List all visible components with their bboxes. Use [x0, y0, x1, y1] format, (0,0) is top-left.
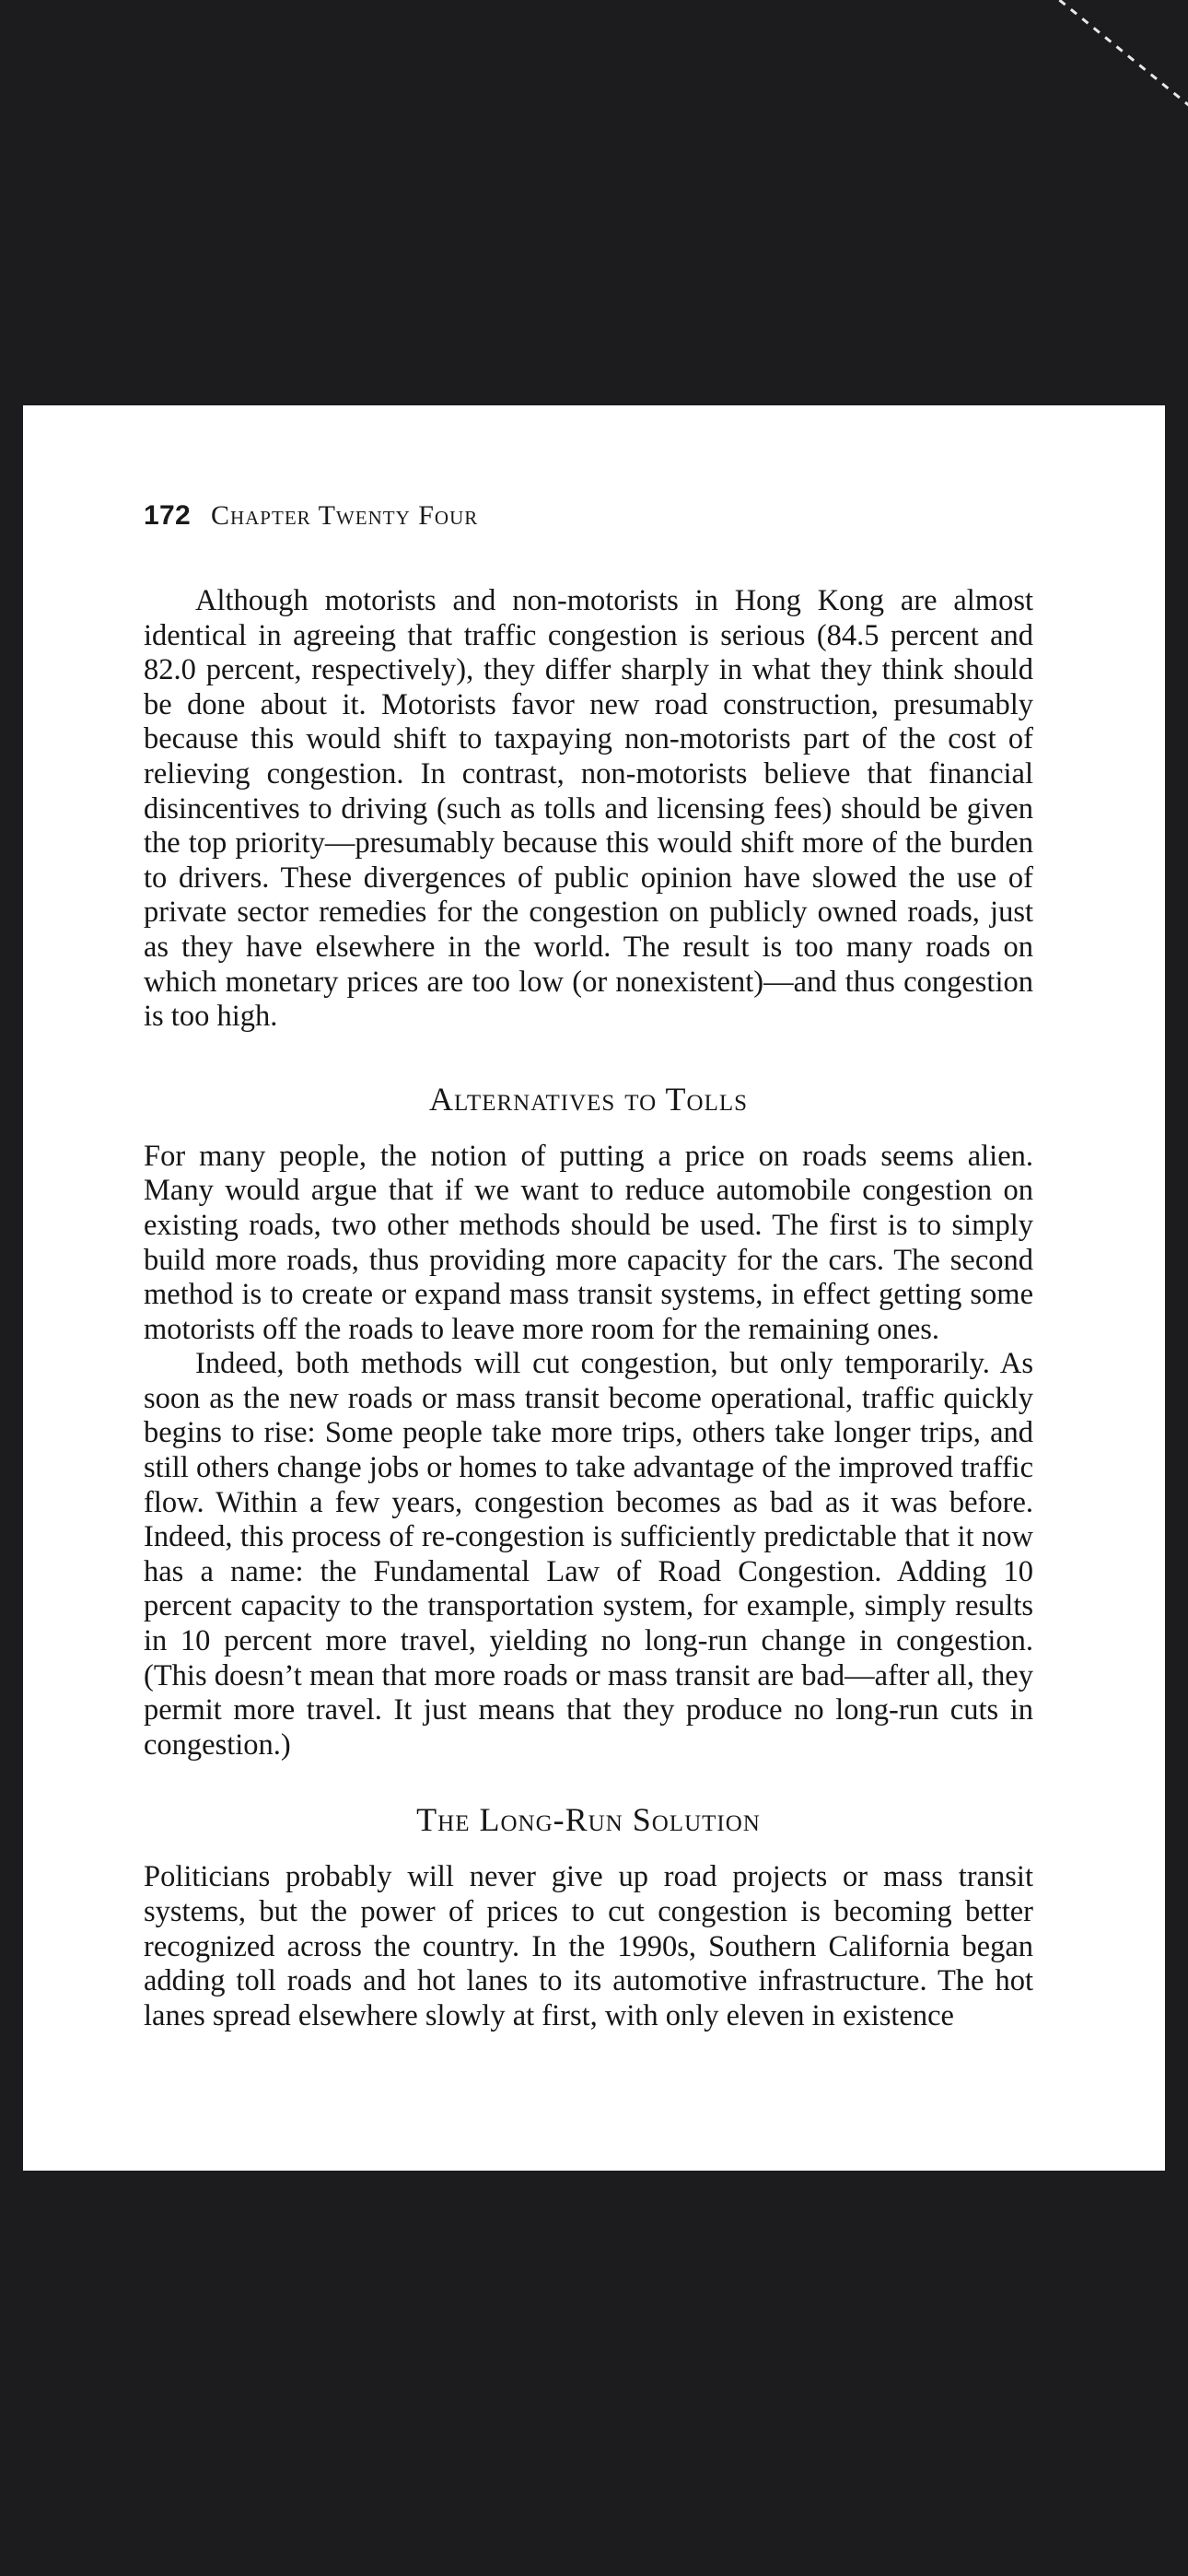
running-head: [144, 496, 1033, 536]
paragraph-long-run: Politicians probably will never give up road projects or mass transit systems, but the power of prices to cut congestion is becoming better recognized across the country. In the 1990s, Southern California began adding toll roads and hot lanes to its automotive infrastructure. The hot lanes spread elsewhere slowly at first, with only eleven in existence: [144, 1860, 1033, 2032]
page-content: [144, 496, 1033, 2033]
paragraph-hong-kong: Although motorists and non-motorists in Hong Kong are almost identical in agreeing that traffic congestion is serious (84.5 percent and 82.0 percent, respectively), they differ sharply in what they think should be done about it. Motorists favor new road construction, presumably because this would shift to taxpaying non-motorists part of the cost of relieving congestion. In contrast, non-motorists believe that financial disincentives to driving (such as tolls and licensing fees) should be given the top priority—presumably because this would shift more of the burden to drivers. These divergences of public opinion have slowed the use of private sector remedies for the congestion on publicly owned roads, just as they have elsewhere in the world. The result is too many roads on which monetary prices are too low (or nonexistent)—and thus congestion is too high.: [144, 584, 1033, 1034]
paragraph-alternatives: For many people, the notion of putting a price on roads seems alien. Many would argue that if we want to reduce automobile congestion on existing roads, two other methods should be used. The first is to simply build more roads, thus providing more capacity for the cars. The second method is to create or expand mass transit systems, in effect getting some motorists off the roads to leave more room for the remaining ones.: [144, 1139, 1033, 1346]
section-heading-alternatives: Alternatives to Tolls: [428, 1080, 749, 1118]
section-heading-long-run: The Long-Run Solution: [416, 1801, 761, 1839]
paragraph-re-congestion: Indeed, both methods will cut congestion, but only temporarily. As soon as the new roads or mass transit become operational, traffic quickly begins to rise: Some people take more trips, others take longer trips, and still others change jobs or homes to take advantage of the improved traffic flow. Within a few years, congestion becomes as bad as it was before. Indeed, this process of re-congestion is sufficiently predictable that it now has a name: the Fundamental Law of Road Congestion. Adding 10 percent capacity to the transportation system, for example, simply results in 10 percent more travel, yielding no long-run change in congestion. (This doesn’t mean that more roads or mass transit are bad—after all, they permit more travel. It just means that they produce no long-run cuts in congestion.): [144, 1347, 1033, 1762]
page-curl-edge: [1041, 0, 1188, 147]
chapter-title: Chapter Twenty Four: [210, 500, 479, 531]
book-page: [23, 405, 1165, 2171]
page-number: 172: [144, 500, 191, 531]
